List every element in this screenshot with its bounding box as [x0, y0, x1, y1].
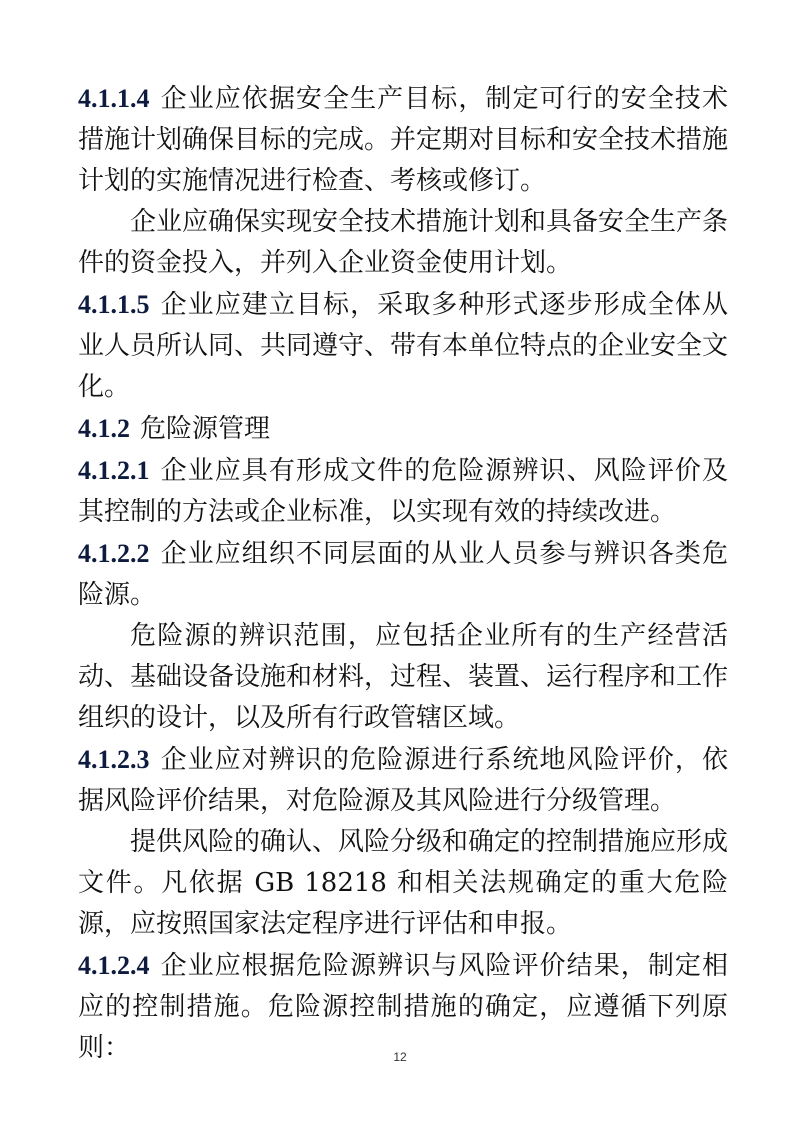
document-body [78, 78, 728, 1069]
paragraph-identification-scope [78, 616, 728, 739]
paragraph-4-1-2-3 [78, 739, 728, 822]
paragraph-risk-documentation [78, 822, 728, 945]
section-heading-4-1-2 [78, 408, 728, 450]
paragraph-text: 提供风险的确认、风险分级和确定的控制措施应形成文件。凡依据 GB 18218 和相关法规确定的重大危险源，应按照国家法定程序进行评估和申报。 [78, 827, 729, 939]
section-title: 危险源管理 [140, 414, 271, 444]
paragraph-text: 企业应依据安全生产目标，制定可行的安全技术措施计划确保目标的完成。并定期对目标和安全技术措施计划的实施情况进行检查、考核或修订。 [78, 84, 729, 196]
section-number: 4.1.1.5 [78, 290, 150, 319]
paragraph-funding [78, 202, 728, 284]
paragraph-text: 企业应根据危险源辨识与风险评价结果，制定相应的控制措施。危险源控制措施的确定，应遵循下列原则： [78, 951, 728, 1063]
paragraph-text: 危险源的辨识范围，应包括企业所有的生产经营活动、基础设备设施和材料，过程、装置、运行程序和工作组织的设计，以及所有行政管辖区域。 [78, 621, 729, 733]
section-number: 4.1.2.3 [78, 745, 150, 774]
section-number: 4.1.2.2 [78, 539, 150, 568]
paragraph-text: 企业应确保实现安全技术措施计划和具备安全生产条件的资金投入，并列入企业资金使用计划。 [78, 207, 729, 278]
paragraph-text: 企业应组织不同层面的从业人员参与辨识各类危险源。 [78, 539, 728, 610]
paragraph-text: 企业应建立目标，采取多种形式逐步形成全体从业人员所认同、共同遵守、带有本单位特点的企业安全文化。 [78, 290, 729, 402]
section-number: 4.1.2.1 [78, 456, 150, 485]
section-number: 4.1.2.4 [78, 951, 150, 980]
paragraph-4-1-2-2 [78, 533, 728, 616]
paragraph-4-1-1-5 [78, 284, 728, 408]
section-number: 4.1.1.4 [78, 84, 150, 113]
paragraph-4-1-2-1 [78, 450, 728, 533]
paragraph-4-1-1-4 [78, 78, 728, 202]
paragraph-text: 企业应具有形成文件的危险源辨识、风险评价及其控制的方法或企业标准，以实现有效的持续改进。 [78, 456, 728, 527]
page-number: 12 [393, 1050, 407, 1064]
section-number: 4.1.2 [78, 414, 130, 443]
paragraph-text: 企业应对辨识的危险源进行系统地风险评价，依据风险评价结果，对危险源及其风险进行分级管理。 [78, 745, 728, 816]
